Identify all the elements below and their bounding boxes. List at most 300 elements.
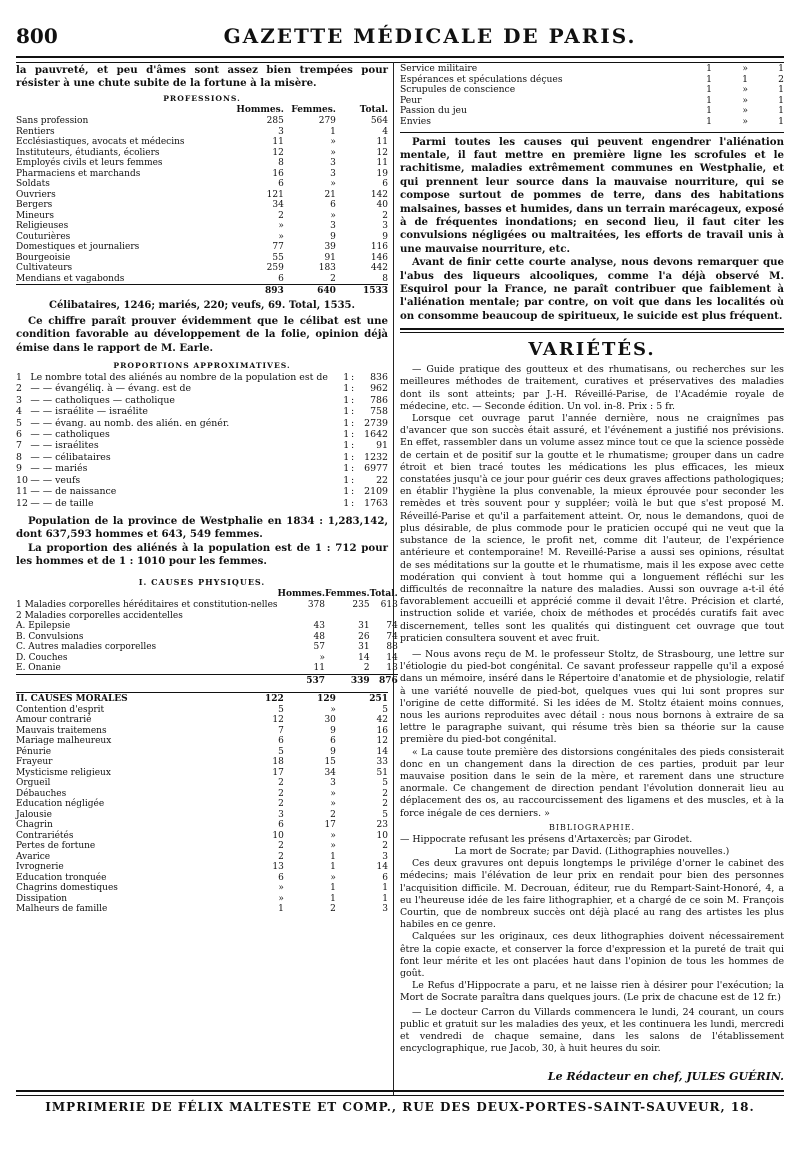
proportion-ratio-left: 1: [343, 429, 350, 441]
table-row: [16, 190, 388, 201]
page-header: [16, 22, 784, 52]
row-value: 2: [778, 73, 784, 85]
proportion-ratio-left: 1: [343, 486, 350, 498]
table-row: [16, 242, 388, 253]
row-label: Pertes de fortune: [16, 841, 96, 852]
population-paragraph: Population de la province de Westphalie en 1834 : 1,283,142, dont 637,593 hommes et 643, 549 femmes.: [16, 514, 388, 541]
proportion-label: — — de taille: [30, 497, 94, 509]
row-value: 17: [272, 767, 284, 778]
proportion-label: — — évangéliq. à — évang. est de: [30, 383, 192, 395]
table-row: [16, 200, 388, 211]
proportion-ratio-right: 962: [370, 383, 388, 395]
row-value: 91: [324, 252, 336, 263]
row-value: [325, 611, 370, 622]
row-value: 8: [382, 273, 388, 284]
row-value: 48: [313, 631, 325, 642]
ratio-colon: :: [351, 440, 355, 452]
table-row: [16, 621, 398, 632]
table-row: [16, 642, 398, 653]
row-value: 3: [330, 168, 336, 179]
row-value: 1: [382, 883, 388, 894]
row-value: 5: [382, 704, 388, 715]
table-row: [16, 253, 388, 264]
proportion-number: 12: [16, 497, 28, 509]
total-cell: 876: [370, 674, 398, 686]
proportion-ratio-left: 1: [343, 440, 350, 452]
table-row: [16, 747, 388, 758]
row-value: 2: [382, 210, 388, 221]
row-value: 1: [778, 63, 784, 74]
row-value: 55: [272, 252, 284, 263]
column-header: Hommes.: [277, 588, 325, 599]
proportion-label: — — israélites: [30, 440, 99, 452]
professions-table: [16, 105, 388, 297]
row-value: 12: [272, 147, 284, 158]
table-end-rule: [400, 132, 784, 133]
table-row: [16, 158, 388, 169]
proportion-label: — — catholiques: [30, 429, 110, 441]
row-value: 142: [370, 189, 388, 200]
ratio-colon: :: [351, 372, 355, 384]
row-value: 442: [370, 263, 388, 274]
row-value: 11: [376, 137, 388, 148]
row-label: Sans profession: [16, 116, 89, 127]
row-value: 34: [272, 200, 284, 211]
row-value: 5: [382, 809, 388, 820]
calquees-paragraph: Calquées sur les originaux, ces deux lithographies doivent nécessairement être la copie exacte, et conserver la force d'expression et la pureté de trait qui font leur mérite et les ont placées haut dans l'opinion de tous les hommes de goût.: [400, 931, 784, 979]
table-row: [16, 862, 388, 873]
row-label: Malheurs de famille: [16, 904, 108, 915]
stoltz-quote: « La cause toute première des distorsions congénitales des pieds consisterait donc en un changement dans la direction de ces parties, produit par leur mauvaise position dans le sein de la mère, et rarement dans une structure anormale. Ce changement de direction pendant l'évolution donnerait lieu au déplacement des os, au raccourcissement des ligamens et des muscles, et à la force inégale de ces derniers. »: [400, 746, 784, 819]
row-value: 259: [266, 263, 284, 274]
proportion-row: [16, 383, 388, 394]
proportion-number: 6: [16, 429, 22, 441]
proportion-number: 4: [16, 406, 22, 418]
proportion-number: 11: [16, 486, 28, 498]
row-value: »: [330, 210, 336, 221]
row-value: 1: [778, 94, 784, 106]
row-value: 1: [278, 904, 284, 915]
table-row: [16, 169, 388, 180]
row-value: »: [330, 137, 336, 148]
row-value: 121: [266, 189, 284, 200]
table-row: [16, 736, 388, 747]
row-value: 26: [358, 631, 370, 642]
gravures-paragraph: Ces deux gravures ont depuis longtemps le privilége d'orner le cabinet des médecins; mais l'élévation de leur prix en rendait pour bien des personnes l'acquisition difficile. M. Decrouan, éditeur, rue du Rempart-Saint-Honoré, 4, a eu l'heureuse idée de les faire lithographier, et a chargé de ce soin M. François Courtin, que de nombreux succès ont déjà placé au rang des artistes les plus habiles en ce genre.: [400, 858, 784, 931]
ratio-colon: :: [351, 417, 355, 429]
proportion-ratio-right: 1232: [364, 451, 388, 463]
proportion-row: [16, 418, 388, 429]
row-label: 1 Maladies corporelles héréditaires et constitution-nelles: [16, 600, 278, 611]
moral-causes-continued-table: [400, 64, 784, 128]
row-value: 51: [376, 767, 388, 778]
proportion-row: [16, 406, 388, 417]
row-value: 116: [370, 242, 388, 253]
row-value: 2: [382, 788, 388, 799]
row-label: Pharmaciens et marchands: [16, 168, 141, 179]
row-value: »: [330, 147, 336, 158]
ratio-colon: :: [351, 463, 355, 475]
column-header: Total.: [359, 104, 388, 115]
table-header-row: [16, 105, 388, 117]
row-value: 3: [382, 904, 388, 915]
proportion-number: 8: [16, 451, 22, 463]
proportion-row: [16, 429, 388, 440]
blank-cell: [16, 105, 232, 117]
row-value: 6: [278, 872, 284, 883]
refus-paragraph: Le Refus d'Hippocrate a paru, et ne laisse rien à désirer pour l'exécution; la Mort de Socrate paraîtra dans quelques jours. (Le prix de chacune est de 12 fr.): [400, 980, 784, 1004]
total-cell: 640: [284, 285, 336, 297]
proportion-row: [16, 475, 388, 486]
row-value: 2: [278, 851, 284, 862]
row-label: Mineurs: [16, 210, 54, 221]
ratio-colon: :: [351, 394, 355, 406]
row-value: 57: [313, 642, 325, 653]
row-value: 1: [330, 893, 336, 904]
row-value: 31: [358, 642, 370, 653]
proportion-number: 2: [16, 383, 22, 395]
row-value: 43: [313, 621, 325, 632]
journal-title: GAZETTE MÉDICALE DE PARIS.: [223, 24, 637, 48]
row-value: 285: [266, 116, 284, 127]
row-value: 2: [278, 799, 284, 810]
row-label: Mysticisme religieux: [16, 767, 111, 778]
row-value: [278, 611, 325, 622]
row-label: Employés civils et leurs femmes: [16, 158, 163, 169]
row-value: 31: [358, 621, 370, 632]
row-label: Bourgeoisie: [16, 252, 71, 263]
proportion-label: — — mariés: [30, 463, 88, 475]
row-value: 6: [330, 200, 336, 211]
page-number: 800: [16, 24, 58, 48]
row-value: 3: [382, 851, 388, 862]
printer-imprint: IMPRIMERIE DE FÉLIX MALTESTE ET COMP., RUE DES DEUX-PORTES-SAINT-SAUVEUR, 18.: [45, 1100, 755, 1114]
table-row: [16, 820, 388, 831]
row-label: 2 Maladies corporelles accidentelles: [16, 610, 183, 621]
row-label: Couturières: [16, 231, 71, 242]
lithography-title-2: La mort de Socrate; par David. (Lithographies nouvelles.): [454, 845, 730, 857]
row-label: Débauches: [16, 788, 67, 799]
row-value: 14: [376, 862, 388, 873]
table-row: [16, 274, 388, 285]
table-row: [16, 137, 388, 148]
proportion-row: [16, 440, 388, 451]
row-value: 10: [376, 830, 388, 841]
row-value: 13: [272, 862, 284, 873]
row-value: 19: [376, 168, 388, 179]
row-value: »: [742, 63, 748, 74]
row-value: 6: [330, 736, 336, 747]
table-row: [16, 883, 388, 894]
row-value: »: [278, 883, 284, 894]
ratio-colon: :: [351, 406, 355, 418]
row-value: »: [330, 799, 336, 810]
ratio-colon: :: [351, 429, 355, 441]
bibliography-title: BIBLIOGRAPHIE.: [548, 822, 636, 832]
row-value: 1: [330, 862, 336, 873]
table-row: [16, 757, 388, 768]
table-row: [400, 106, 784, 117]
celibacy-paragraph: Ce chiffre paraît prouver évidemment que le célibat est une condition favorable au développement de la folie, opinion déjà émise dans le rapport de M. Earle.: [16, 314, 388, 354]
row-value: 6: [278, 273, 284, 284]
row-value: 74: [386, 631, 398, 642]
row-value: 6: [382, 872, 388, 883]
table-row: [16, 810, 388, 821]
table-row: [16, 232, 388, 243]
proportion-row: [16, 486, 388, 497]
row-label: A. Epilepsie: [16, 621, 71, 632]
proportion-ratio-left: 1: [343, 474, 350, 486]
row-label: C. Autres maladies corporelles: [16, 642, 157, 653]
row-value: 3: [330, 778, 336, 789]
row-value: 18: [272, 757, 284, 768]
proportion-row: [16, 498, 388, 509]
row-value: 6: [382, 179, 388, 190]
proportion-number: 7: [16, 440, 22, 452]
row-value: 13: [386, 663, 398, 674]
row-value: 564: [370, 116, 388, 127]
right-column: [400, 64, 784, 1097]
table-row: [16, 778, 388, 789]
proportion-ratio-left: 1: [343, 417, 350, 429]
table-row: [400, 117, 784, 128]
row-value: »: [278, 231, 284, 242]
proportion-ratio-left: 1: [343, 394, 350, 406]
closing-paragraph: Avant de finir cette courte analyse, nous devons remarquer que l'abus des liqueurs alcooliques, comme l'a déjà observé M. Esquirol pour la France, ne paraît contribuer que faiblement à l'aliénation mentale; par contre, on voit que dans les localités où on consomme beaucoup de spiritueux, le suicide est plus fréquent.: [400, 256, 784, 322]
proportion-ratio-right: 2739: [364, 417, 388, 429]
row-value: 2: [278, 788, 284, 799]
row-value: »: [278, 221, 284, 232]
row-value: 3: [382, 221, 388, 232]
row-value: 9: [382, 231, 388, 242]
row-value: 2: [278, 210, 284, 221]
column-divider: [393, 62, 394, 1095]
row-label: Instituteurs, étudiants, écoliers: [16, 147, 160, 158]
row-value: 1: [778, 84, 784, 96]
table-row: [400, 85, 784, 96]
table-row: [16, 221, 388, 232]
row-value: 40: [376, 200, 388, 211]
proportion-number: 5: [16, 417, 22, 429]
row-value: 3: [278, 126, 284, 137]
row-label: Education négligée: [16, 799, 105, 810]
proportion-number: 3: [16, 394, 22, 406]
row-value: 88: [386, 642, 398, 653]
guide-paragraph: — Guide pratique des goutteux et des rhumatisans, ou recherches sur les meilleures méthodes de traitement, curatives et préservatives des maladies dont ils sont atteints; par J.-H. Réveillé-Parise, de l'Académie royale de médecine, etc. — Seconde édition. Un vol. in-8. Prix : 5 fr.: [400, 364, 784, 412]
row-value: 5: [278, 746, 284, 757]
proportion-number: 10: [16, 474, 28, 486]
row-value: 2: [330, 273, 336, 284]
table-row: [16, 705, 388, 716]
row-value: 4: [382, 126, 388, 137]
row-label: Mariage malheureux: [16, 736, 112, 747]
header-rule: [16, 56, 784, 63]
row-value: 3: [278, 809, 284, 820]
proportion-label: — — israélite — israélite: [30, 406, 148, 418]
total-cell: 129: [284, 693, 336, 705]
row-value: 235: [352, 600, 370, 611]
professions-title: PROFESSIONS.: [163, 93, 241, 103]
column-header: Hommes.: [236, 104, 284, 115]
row-value: 12: [272, 715, 284, 726]
row-value: 14: [358, 652, 370, 663]
row-value: 15: [324, 757, 336, 768]
total-cell: 893: [232, 285, 284, 297]
table-row: [400, 64, 784, 75]
row-value: 74: [386, 621, 398, 632]
row-value: 7: [278, 725, 284, 736]
row-value: 12: [376, 736, 388, 747]
row-value: 11: [313, 663, 325, 674]
row-value: 2: [363, 663, 370, 674]
row-value: »: [319, 652, 325, 663]
proportion-ratio-left: 1: [343, 463, 350, 475]
table-row: [16, 653, 398, 664]
row-value: 2: [330, 809, 336, 820]
row-value: 1: [742, 73, 748, 85]
row-value: 9: [330, 231, 336, 242]
row-label: Contention d'esprit: [16, 704, 105, 715]
row-label: Contrariétés: [16, 830, 74, 841]
column-header: Femmes.: [291, 104, 336, 115]
footer-rule: [16, 1090, 784, 1096]
physical-causes-table: [16, 589, 398, 687]
proportion-label: Le nombre total des aliénés au nombre de la population est de: [30, 372, 328, 384]
row-value: »: [742, 105, 748, 117]
row-value: 9: [330, 725, 336, 736]
row-value: 12: [376, 147, 388, 158]
proportion-label: — — de naissance: [30, 486, 117, 498]
row-value: 1: [330, 851, 336, 862]
row-value: 1: [706, 73, 712, 85]
proportion-ratio-left: 1: [343, 383, 350, 395]
row-value: 1: [778, 105, 784, 117]
proportion-row: [16, 463, 388, 474]
row-label: Ouvriers: [16, 189, 56, 200]
row-value: »: [278, 893, 284, 904]
total-cell: 1533: [336, 285, 388, 297]
row-label: Service militaire: [400, 63, 478, 74]
blank-cell: [16, 285, 232, 297]
row-value: »: [742, 84, 748, 96]
total-cell: 251: [336, 693, 388, 705]
proportion-label: — — célibataires: [30, 451, 111, 463]
proportion-ratio-left: 1: [343, 451, 350, 463]
editor-signature: Le Rédacteur en chef, JULES GUÉRIN.: [547, 1070, 784, 1083]
stoltz-paragraph: — Nous avons reçu de M. le professeur Stoltz, de Strasbourg, une lettre sur l'étiologie du pied-bot congénital. Ce savant professeur rappelle qu'il a exposé dans un mémoire, inséré dans le Répertoire d'anatomie et de physiologie, relatif à une variété nouvelle de pied-bot, quelques vues qui lui sont propres sur l'origine de cette difformité. Si les idées de M. Stoltz étaient moins connues, nous les aurions reproduites avec détail : nous nous bornons à extraire de sa lettre le paragraphe suivant, qui résume très bien sa théorie sur la cause première du pied-bot congénital.: [400, 648, 784, 746]
blank-cell: [16, 674, 278, 686]
proportion-ratio-left: 1: [343, 406, 350, 418]
row-label: Scrupules de conscience: [400, 84, 516, 96]
proportion-ratio-right: 786: [370, 394, 388, 406]
row-value: 5: [382, 778, 388, 789]
lithography-title-1: — Hippocrate refusant les présens d'Artaxercès; par Girodet.: [400, 833, 693, 845]
row-value: 1: [382, 893, 388, 904]
proportion-row: [16, 372, 388, 383]
row-value: 2: [382, 799, 388, 810]
row-value: 14: [376, 746, 388, 757]
review-paragraph: Lorsque cet ouvrage parut l'année dernière, nous ne craignîmes pas d'avancer que son succès était assuré, et l'événement a justifié nos prévisions. En effet, rassembler dans un volume assez mince tout ce que la science possède de certain et de positif sur la goutte et le rhumatisme; grouper dans un cadre étroit et bien tracé toutes les médications les plus efficaces, les mieux constatées jusqu'à ce jour pour guérir ces deux graves affections pathologiques; en établir l'hygiène la plus convenable, la mieux éprouvée pour seconder les remèdes et très souvent pour y suppléer; voilà le but que s'est proposé M. Réveillé-Parise et qu'il a parfaitement atteint. Or, nous le demandons, quoi de plus désirable, de plus commode pour le praticien occupé qui ne veut que la substance de la science, le profit net, comme dit l'auteur, de l'expérience antérieure et contemporaine! M. Reveillé-Parise a aussi ses opinions, résultat de ses méditations sur la goutte et le rhumatisme, mais il les expose avec cette modération qui convient à tout homme qui a longuement réfléchi sur les difficultés de reconnaître la nature des maladies. Aussi son ouvrage a-t-il été favorablement accueilli et apprécié comme il devait l'être. Précision et clarté, instruction solide et variée, choix de méthodes et procédés curatifs fait avec discernement, telles sont les qualités qui distinguent cet ouvrage que tout praticien consultera souvent et avec fruit.: [400, 413, 784, 644]
row-value: 33: [376, 757, 388, 768]
row-value: 9: [330, 746, 336, 757]
intro-paragraph: la pauvreté, et peu d'âmes sont assez bien trempées pour résister à une chute subite de la fortune à la misère.: [16, 64, 388, 90]
row-value: 1: [330, 126, 336, 137]
civil-status-line: Célibataires, 1246; mariés, 220; veufs, 69. Total, 1535.: [48, 299, 355, 311]
row-value: 39: [324, 242, 336, 253]
row-value: »: [330, 788, 336, 799]
row-label: Pénurie: [16, 746, 52, 757]
row-value: 1: [778, 115, 784, 127]
row-value: »: [330, 872, 336, 883]
proportion-label: — — catholiques — catholique: [30, 394, 175, 406]
ratio-colon: :: [351, 383, 355, 395]
row-value: 6: [278, 820, 284, 831]
row-value: 2: [278, 778, 284, 789]
column-header: Total.: [369, 588, 398, 599]
row-label: Dissipation: [16, 893, 68, 904]
proportion-ratio-right: 836: [370, 372, 388, 384]
row-value: 77: [272, 242, 284, 253]
physical-causes-title: I. CAUSES PHYSIQUES.: [138, 576, 266, 587]
table-row: [16, 127, 388, 138]
table-row: [16, 116, 388, 127]
row-label: Ivrognerie: [16, 862, 64, 873]
row-value: 5: [278, 704, 284, 715]
proportions-table: [16, 372, 388, 509]
row-label: Passion du jeu: [400, 105, 467, 117]
row-label: B. Convulsions: [16, 631, 84, 642]
row-label: Religieuses: [16, 221, 69, 232]
row-value: 23: [376, 820, 388, 831]
ratio-paragraph: La proportion des aliénés à la population est de 1 : 712 pour les hommes et de 1 : 1010 pour les femmes.: [16, 541, 388, 568]
table-row: [16, 632, 398, 643]
proportion-ratio-left: 1: [343, 372, 350, 384]
totals-row: [16, 674, 398, 686]
row-label: Ecclésiastiques, avocats et médecins: [16, 137, 185, 148]
table-row: [16, 611, 398, 622]
table-row: [16, 852, 388, 863]
table-row: [16, 179, 388, 190]
table-row: [16, 768, 388, 779]
table-row: [16, 726, 388, 737]
causes-paragraph: Parmi toutes les causes qui peuvent engendrer l'aliénation mentale, il faut mettre en première ligne les scrofules et le rachitisme, maladies extrêmement communes en Westphalie, et qui prennent leur source dans la mauvaise nourriture, qui se compose surtout de pommes de terre, dans des habitations malsaines, basses et humides, dans un terrain marécageux, exposé à de fréquentes inondations; en second lieu, il faut citer les convulsions négligées ou maltraitées, les efforts de travail unis à une mauvaise nourriture, etc.: [400, 135, 784, 255]
proportion-ratio-right: 2109: [364, 486, 388, 498]
row-label: Peur: [400, 94, 422, 106]
total-cell: 339: [325, 674, 370, 686]
row-value: 146: [370, 252, 388, 263]
row-value: 6: [278, 736, 284, 747]
row-value: 2: [382, 841, 388, 852]
row-label: Espérances et spéculations déçues: [400, 73, 563, 85]
ratio-colon: :: [351, 474, 355, 486]
row-value: 279: [318, 116, 336, 127]
proportion-ratio-right: 91: [376, 440, 388, 452]
proportion-row: [16, 452, 388, 463]
row-value: 1: [706, 105, 712, 117]
row-label: Jalousie: [16, 809, 52, 820]
row-value: 183: [318, 263, 336, 274]
row-value: [370, 611, 398, 622]
row-value: 21: [324, 189, 336, 200]
left-column: [16, 64, 398, 1097]
row-value: 8: [278, 158, 284, 169]
proportion-label: — — évang. au nomb. des alién. en génér.: [30, 417, 230, 429]
proportion-row: [16, 395, 388, 406]
row-value: 1: [330, 883, 336, 894]
table-row: [16, 263, 388, 274]
proportion-ratio-right: 758: [370, 406, 388, 418]
row-value: 16: [376, 725, 388, 736]
